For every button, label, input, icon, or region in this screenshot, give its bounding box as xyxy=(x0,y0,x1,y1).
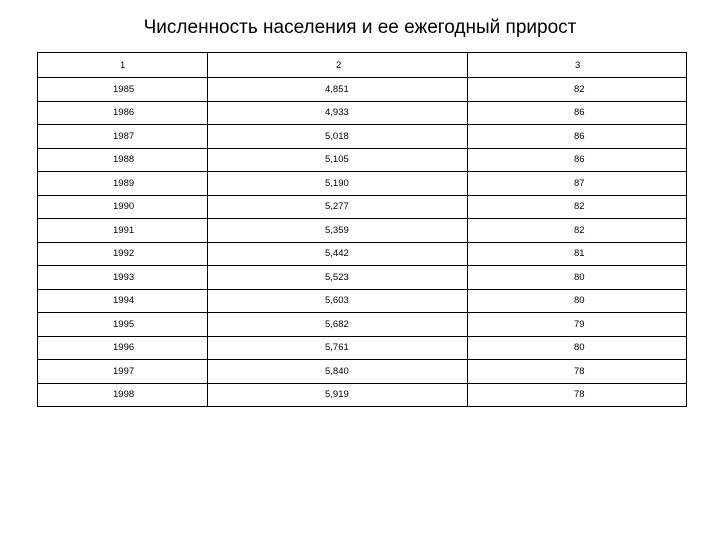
cell-year: 1986 xyxy=(38,101,208,125)
cell-population: 5,682 xyxy=(208,313,468,337)
cell-population: 5,105 xyxy=(208,148,468,172)
cell-growth: 80 xyxy=(468,336,687,360)
page-title: Численность населения и ее ежегодный прирост xyxy=(143,17,577,38)
cell-year: 1998 xyxy=(38,383,208,407)
cell-year: 1987 xyxy=(38,125,208,149)
cell-growth: 79 xyxy=(468,313,687,337)
cell-growth: 78 xyxy=(468,360,687,384)
table-row xyxy=(38,172,687,196)
cell-population: 5,523 xyxy=(208,266,468,290)
cell-population: 5,359 xyxy=(208,219,468,243)
cell-population: 4,933 xyxy=(208,101,468,125)
table-row xyxy=(38,78,687,102)
cell-population: 5,018 xyxy=(208,125,468,149)
cell-year: 1985 xyxy=(38,78,208,102)
cell-year: 1996 xyxy=(38,336,208,360)
cell-growth: 86 xyxy=(468,148,687,172)
column-header-1: 1 xyxy=(38,53,208,78)
table-body xyxy=(38,78,687,407)
cell-growth: 81 xyxy=(468,242,687,266)
cell-population: 5,277 xyxy=(208,195,468,219)
cell-year: 1994 xyxy=(38,289,208,313)
cell-population: 5,761 xyxy=(208,336,468,360)
cell-growth: 82 xyxy=(468,195,687,219)
cell-year: 1993 xyxy=(38,266,208,290)
column-header-3: 3 xyxy=(468,53,687,78)
table-row xyxy=(38,125,687,149)
table-row xyxy=(38,266,687,290)
cell-population: 5,190 xyxy=(208,172,468,196)
table-row xyxy=(38,313,687,337)
cell-growth: 82 xyxy=(468,219,687,243)
column-header-2: 2 xyxy=(208,53,468,78)
table-row xyxy=(38,289,687,313)
cell-population: 5,919 xyxy=(208,383,468,407)
table-header-row xyxy=(38,53,687,78)
cell-year: 1989 xyxy=(38,172,208,196)
cell-year: 1995 xyxy=(38,313,208,337)
cell-growth: 82 xyxy=(468,78,687,102)
cell-growth: 78 xyxy=(468,383,687,407)
table-row xyxy=(38,195,687,219)
cell-growth: 86 xyxy=(468,125,687,149)
cell-year: 1991 xyxy=(38,219,208,243)
table-row xyxy=(38,336,687,360)
cell-growth: 80 xyxy=(468,289,687,313)
cell-population: 5,603 xyxy=(208,289,468,313)
cell-year: 1997 xyxy=(38,360,208,384)
cell-year: 1990 xyxy=(38,195,208,219)
table-row xyxy=(38,219,687,243)
cell-year: 1992 xyxy=(38,242,208,266)
cell-growth: 80 xyxy=(468,266,687,290)
table-row xyxy=(38,101,687,125)
cell-population: 5,840 xyxy=(208,360,468,384)
table-row xyxy=(38,360,687,384)
cell-growth: 87 xyxy=(468,172,687,196)
cell-population: 5,442 xyxy=(208,242,468,266)
cell-year: 1988 xyxy=(38,148,208,172)
table-row xyxy=(38,148,687,172)
table-row xyxy=(38,383,687,407)
cell-growth: 86 xyxy=(468,101,687,125)
population-table xyxy=(37,52,687,407)
cell-population: 4,851 xyxy=(208,78,468,102)
table-row xyxy=(38,242,687,266)
